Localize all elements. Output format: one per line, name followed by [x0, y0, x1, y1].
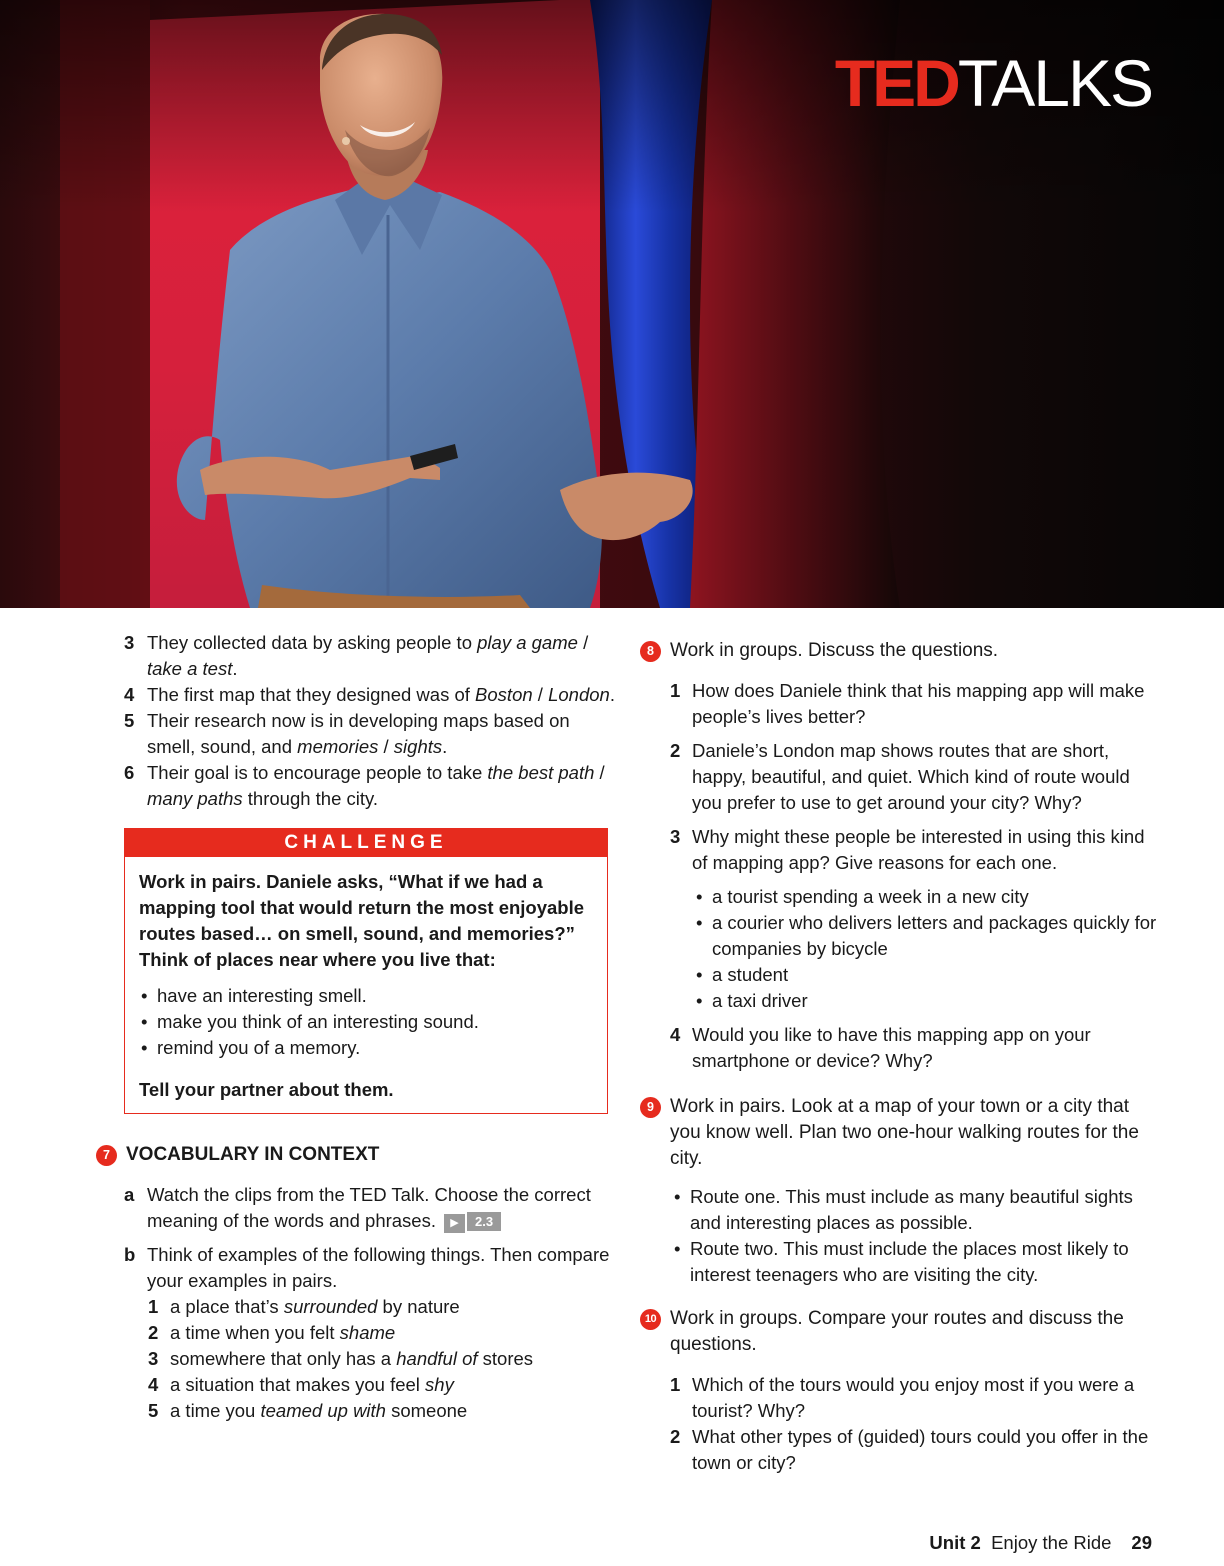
- question-item: [640, 1424, 1160, 1476]
- challenge-bullet-list: [139, 983, 593, 1061]
- vocab-term-list: [96, 1294, 616, 1424]
- section-8-heading: [640, 638, 1160, 664]
- challenge-bullet: • have an interesting smell.: [139, 983, 593, 1009]
- item-text: someone: [385, 1400, 468, 1421]
- choice-item: [96, 630, 616, 682]
- item-number: 1: [148, 1296, 159, 1317]
- section-10-title: Work in groups. Compare your routes and discuss the questions.: [670, 1308, 1124, 1355]
- vocab-term-item: [96, 1320, 616, 1346]
- question-text: How does Daniele think that his mapping app will make people’s lives better?: [692, 680, 1145, 727]
- vocab-item-a: [96, 1182, 616, 1234]
- question-number: 3: [670, 826, 681, 847]
- route-bullet: • Route one. This must include as many beautiful sights and interesting places as possible.: [672, 1184, 1160, 1236]
- item-text: .: [232, 658, 238, 679]
- person-bullet: • a taxi driver: [694, 988, 1160, 1014]
- question-text: Daniele’s London map shows routes that are short, happy, beautiful, and quiet. Which kind of route would you prefer to use to get around your city? Why?: [692, 740, 1130, 813]
- item-label: b: [124, 1244, 136, 1265]
- question-item: [640, 1022, 1160, 1074]
- item-text: a time when you felt: [170, 1322, 340, 1343]
- item-number: 5: [148, 1400, 159, 1421]
- section-7-title: VOCABULARY IN CONTEXT: [126, 1144, 380, 1165]
- exercise-number-badge: 9: [640, 1097, 661, 1118]
- question-item: [640, 738, 1160, 816]
- item-text: /: [594, 762, 605, 783]
- unit-label: Unit 2: [929, 1532, 981, 1553]
- question-text: Which of the tours would you enjoy most if you were a tourist? Why?: [692, 1374, 1135, 1421]
- unit-title: Enjoy the Ride: [991, 1532, 1112, 1553]
- vocab-term: handful of: [396, 1348, 478, 1369]
- choice-option: London: [548, 684, 610, 705]
- question-number: 1: [670, 1374, 681, 1395]
- people-bullet-list: [640, 884, 1160, 1014]
- item-text: .: [442, 736, 448, 757]
- right-column: [640, 638, 1160, 1476]
- page-number: 29: [1131, 1532, 1152, 1553]
- question-item: [640, 678, 1160, 730]
- item-text: They collected data by asking people to: [147, 632, 478, 653]
- item-number: 2: [148, 1322, 159, 1343]
- play-icon: ▶: [444, 1214, 465, 1233]
- item-text: /: [577, 632, 589, 653]
- section-8-title: Work in groups. Discuss the questions.: [670, 640, 999, 661]
- item-label: a: [124, 1184, 135, 1205]
- item-number: 3: [148, 1348, 159, 1369]
- challenge-intro: Work in pairs. Daniele asks, “What if we had a mapping tool that would return the most enjoyable routes based… on smell, sound, and memories?” Think of places near where you live that:: [139, 871, 585, 970]
- question-number: 4: [670, 1024, 681, 1045]
- left-column: [96, 630, 616, 1424]
- item-text: a time you: [170, 1400, 261, 1421]
- item-text: Their research now is in developing maps based on smell, sound, and: [147, 710, 570, 757]
- challenge-bullet: • make you think of an interesting sound.: [139, 1009, 593, 1035]
- item-number: 3: [124, 632, 135, 653]
- person-bullet: • a student: [694, 962, 1160, 988]
- choice-option: many paths: [147, 788, 243, 809]
- true-false-choices: [96, 630, 616, 812]
- vocab-term-item: [96, 1346, 616, 1372]
- item-number: 5: [124, 710, 135, 731]
- vocab-term: surrounded: [283, 1296, 378, 1317]
- video-code: 2.3: [467, 1212, 501, 1231]
- challenge-bullet: • remind you of a memory.: [139, 1035, 593, 1061]
- item-text: a place that’s: [170, 1296, 284, 1317]
- person-bullet: • a tourist spending a week in a new city: [694, 884, 1160, 910]
- item-text: stores: [477, 1348, 534, 1369]
- item-text: /: [532, 684, 549, 705]
- choice-item: [96, 682, 616, 708]
- route-bullet: • Route two. This must include the places most likely to interest teenagers who are visiting the city.: [672, 1236, 1160, 1288]
- item-number: 4: [124, 684, 135, 705]
- item-number: 6: [124, 762, 135, 783]
- question-number: 1: [670, 680, 681, 701]
- challenge-title: CHALLENGE: [125, 829, 607, 857]
- question-item: [640, 1372, 1160, 1424]
- item-text: a situation that makes you feel: [170, 1374, 426, 1395]
- section-7-heading: [96, 1142, 616, 1168]
- section-9-title: Work in pairs. Look at a map of your town or a city that you know well. Plan two one-hour walking routes for the city.: [670, 1096, 1139, 1169]
- exercise-number-badge: 10: [640, 1309, 661, 1330]
- choice-option: the best path: [487, 762, 595, 783]
- challenge-outro: Tell your partner about them.: [139, 1079, 394, 1100]
- vocab-term: shame: [339, 1322, 396, 1343]
- choice-option: take a test: [147, 658, 233, 679]
- vocab-term-item: [96, 1372, 616, 1398]
- vocab-term: shy: [425, 1374, 454, 1395]
- vocab-b-text: Think of examples of the following things. Then compare your examples in pairs.: [147, 1244, 610, 1291]
- choice-item: [96, 708, 616, 760]
- question-text: What other types of (guided) tours could you offer in the town or city?: [692, 1426, 1149, 1473]
- choice-option: play a game: [477, 632, 578, 653]
- exercise-number-badge: 7: [96, 1145, 117, 1166]
- ted-talks-logo: TEDTALKS: [834, 46, 1152, 120]
- item-text: somewhere that only has a: [170, 1348, 397, 1369]
- section-10-heading: [640, 1306, 1160, 1358]
- page-footer: [929, 1532, 1152, 1554]
- question-number: 2: [670, 1426, 681, 1447]
- question-text: Would you like to have this mapping app on your smartphone or device? Why?: [692, 1024, 1091, 1071]
- hero-photo: [0, 0, 1224, 608]
- vocab-item-b: [96, 1242, 616, 1294]
- choice-option: sights: [393, 736, 443, 757]
- person-bullet: • a courier who delivers letters and packages quickly for companies by bicycle: [694, 910, 1160, 962]
- choice-option: Boston: [475, 684, 533, 705]
- exercise-number-badge: 8: [640, 641, 661, 662]
- routes-bullet-list: [640, 1184, 1160, 1288]
- challenge-box: [124, 828, 608, 1114]
- item-text: by nature: [377, 1296, 460, 1317]
- item-number: 4: [148, 1374, 159, 1395]
- vocab-term-item: [96, 1294, 616, 1320]
- question-item: [640, 824, 1160, 876]
- section-9-heading: [640, 1094, 1160, 1172]
- question-text: Why might these people be interested in using this kind of mapping app? Give reasons for each one.: [692, 826, 1145, 873]
- choice-option: memories: [297, 736, 379, 757]
- video-clip-button[interactable]: [444, 1212, 501, 1231]
- item-text: Their goal is to encourage people to take: [147, 762, 488, 783]
- vocab-term-item: [96, 1398, 616, 1424]
- vocab-term: teamed up with: [260, 1400, 386, 1421]
- item-text: /: [378, 736, 394, 757]
- item-text: .: [609, 684, 615, 705]
- item-text: through the city.: [242, 788, 379, 809]
- item-text: The first map that they designed was of: [147, 684, 476, 705]
- vocab-a-text: Watch the clips from the TED Talk. Choose the correct meaning of the words and phrases.: [147, 1184, 591, 1231]
- question-number: 2: [670, 740, 681, 761]
- choice-item: [96, 760, 616, 812]
